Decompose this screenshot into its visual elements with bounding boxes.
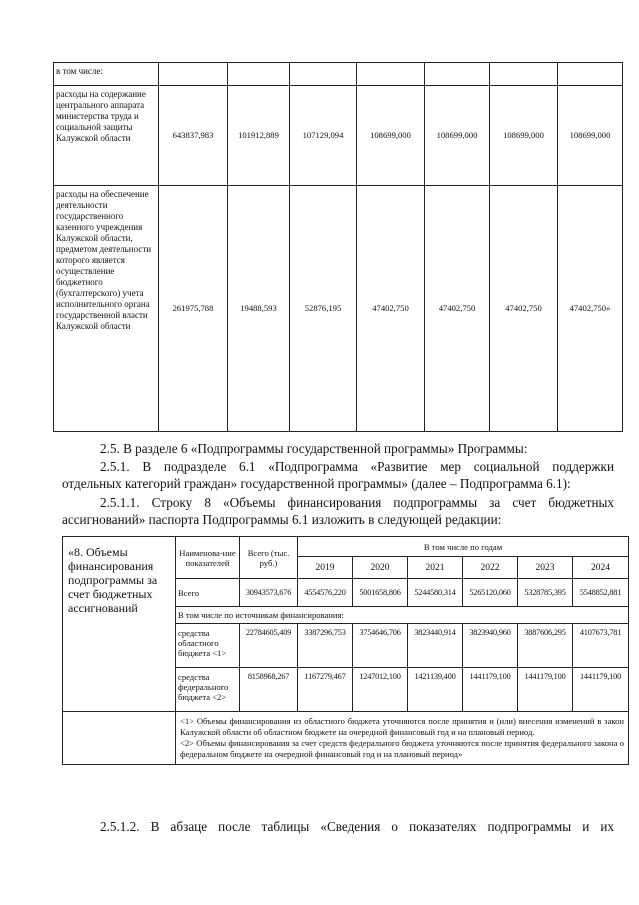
table-cell: 108699,000	[425, 86, 490, 186]
table-cell: 5265120,060	[463, 579, 518, 607]
table-cell: 5001658,806	[353, 579, 408, 607]
table-row	[54, 86, 623, 186]
column-header: Всего (тыс. руб.)	[240, 537, 298, 579]
row-label: средства федерального бюджета <2>	[176, 668, 240, 712]
table-cell: 52876,195	[290, 186, 357, 432]
table-row	[54, 63, 623, 86]
table-cell: 22784605,409	[240, 624, 298, 668]
table-cell: 5244580,314	[408, 579, 463, 607]
table-cell: 108699,000	[558, 86, 623, 186]
row-label: в том числе:	[54, 63, 159, 86]
footnotes	[176, 712, 629, 765]
table-cell: 47402,750	[357, 186, 425, 432]
paragraph-line: 2.5.1.1. Строку 8 «Объемы финансирования подпрограммы за счет бюджетных	[100, 495, 614, 510]
table-cell: 4554576,220	[298, 579, 353, 607]
year-header: 2024	[573, 557, 629, 579]
table-cell: 1441179,100	[463, 668, 518, 712]
table-cell: 3823440,914	[408, 624, 463, 668]
passport-funding-table	[62, 536, 629, 765]
table-cell: 1421139,400	[408, 668, 463, 712]
year-header: 2019	[298, 557, 353, 579]
table-row	[63, 712, 629, 765]
footnote-2: <2> Объемы финансирования за счет средств федерального бюджета уточняются после принятия федерального закона о федеральном бюджете на очередной финансовый год и на плановый период»	[180, 738, 625, 759]
paragraph-line: 2.5. В разделе 6 «Подпрограммы государственной программы» Программы:	[100, 441, 528, 456]
table-row	[63, 537, 629, 557]
table-cell: 1441179,100	[518, 668, 573, 712]
row-label: расходы на содержание центрального аппарата министерства труда и социальной защиты Калужской области	[54, 86, 159, 186]
paragraph-2-5	[62, 440, 614, 457]
table-cell: 30943573,676	[240, 579, 298, 607]
column-header: Наименова-ние показателей	[176, 537, 240, 579]
sources-header: В том числе по источникам финансирования:	[176, 607, 629, 624]
table-cell: 1247012,100	[353, 668, 408, 712]
table-cell: 47402,750»	[558, 186, 623, 432]
row-label: «8. Объемы финансирования подпрограммы за счет бюджетных ассигнований	[63, 537, 176, 712]
table-cell: 3887606,295	[518, 624, 573, 668]
year-header: 2023	[518, 557, 573, 579]
year-header: 2020	[353, 557, 408, 579]
table-cell: 1441179,100	[573, 668, 629, 712]
paragraph-line: ассигнований» паспорта Подпрограммы 6.1 изложить в следующей редакции:	[62, 512, 502, 527]
paragraph-2-5-1-1	[62, 494, 614, 528]
table-cell: 108699,000	[357, 86, 425, 186]
table-cell: 3754646,706	[353, 624, 408, 668]
table-cell: 1167279,467	[298, 668, 353, 712]
table-cell: 107129,094	[290, 86, 357, 186]
table-cell: 3823940,960	[463, 624, 518, 668]
table-row	[54, 186, 623, 432]
table-cell: 19488,593	[228, 186, 290, 432]
table-cell: 5328785,395	[518, 579, 573, 607]
paragraph-line: отдельных категорий граждан» государственной программы» (далее – Подпрограмма 6.1):	[62, 476, 571, 491]
table-cell: 47402,750	[425, 186, 490, 432]
column-header: В том числе по годам	[298, 537, 629, 557]
table-cell: 5548852,881	[573, 579, 629, 607]
table-cell: 261975,788	[159, 186, 228, 432]
table-cell: 4107673,781	[573, 624, 629, 668]
year-header: 2021	[408, 557, 463, 579]
row-label: расходы на обеспечение деятельности государственного казенного учреждения Калужской области, предметом деятельности которого является осуществление бюджетного (бухгалтерского) учета исполнительного органа государственной власти Калужской области	[54, 186, 159, 432]
table-cell: 108699,000	[490, 86, 558, 186]
paragraph-2-5-1-2	[62, 818, 614, 835]
table-cell: 643837,983	[159, 86, 228, 186]
footnote-1: <1> Объемы финансирования из областного бюджета уточняются после принятия и (или) внесения изменений в закон Калужской области об областном бюджете на очередной финансовый год и на плановый период.	[180, 716, 625, 737]
top-budget-table	[53, 62, 623, 432]
paragraph-2-5-1	[62, 458, 614, 492]
year-header: 2022	[463, 557, 518, 579]
table-cell: 101912,889	[228, 86, 290, 186]
paragraph-line: 2.5.1.2. В абзаце после таблицы «Сведения о показателях подпрограммы и их	[100, 819, 614, 834]
table-cell: 8158968,267	[240, 668, 298, 712]
paragraph-line: 2.5.1. В подразделе 6.1 «Подпрограмма «Развитие мер социальной поддержки	[100, 459, 614, 474]
table-cell: 47402,750	[490, 186, 558, 432]
table-cell: 3387296,753	[298, 624, 353, 668]
row-label: Всего	[176, 579, 240, 607]
row-label: средства областного бюджета <1>	[176, 624, 240, 668]
